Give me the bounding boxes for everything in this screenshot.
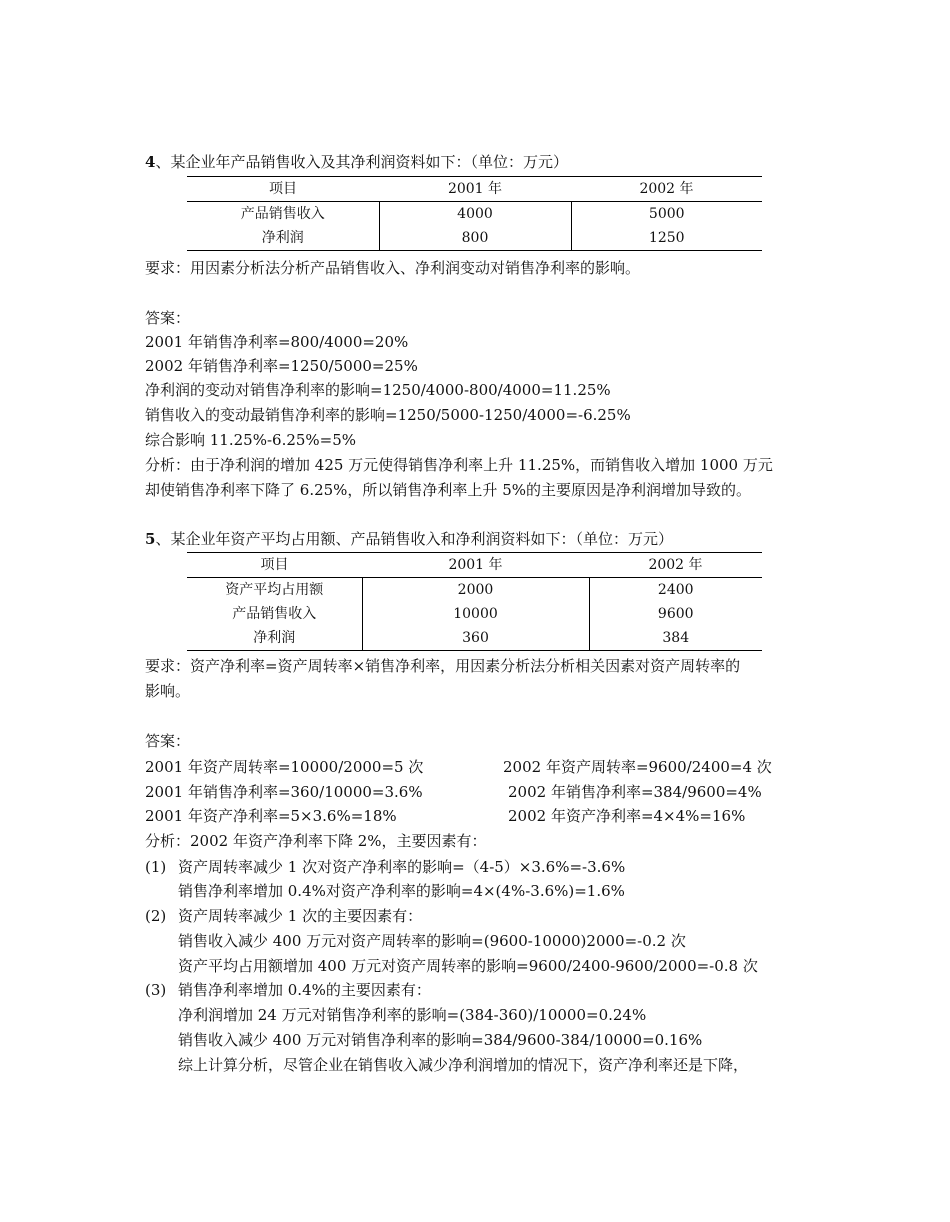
q4-answer-line: 净利润的变动对销售净利率的影响=1250/4000-800/4000=11.25% bbox=[145, 381, 611, 399]
table-cell: 2400 bbox=[657, 582, 694, 598]
table-header-cell: 2002 年 bbox=[589, 553, 762, 578]
q5-answer-label: 答案： bbox=[145, 732, 191, 750]
table-header-row bbox=[187, 177, 762, 202]
table-cell: 产品销售收入 bbox=[232, 606, 317, 622]
q4-table bbox=[187, 176, 762, 251]
table-header-cell: 项目 bbox=[187, 177, 379, 202]
table-cell: 800 bbox=[379, 226, 571, 251]
q4-answer-label: 答案： bbox=[145, 309, 191, 327]
table-row bbox=[187, 226, 762, 251]
q5-analysis-head: 分析：2002 年资产净利率下降 2%，主要因素有： bbox=[145, 832, 487, 850]
q5-item-line: 资产平均占用额增加 400 万元对资产周转率的影响=9600/2400-9600/2000=-0.8 次 bbox=[178, 957, 758, 975]
table-header-cell: 项目 bbox=[187, 553, 362, 578]
q4-answer-line: 销售收入的变动最销售净利率的影响=1250/5000-1250/4000=-6.25% bbox=[145, 406, 631, 424]
table-row bbox=[187, 202, 762, 227]
q5-item-line: 销售净利率增加 0.4%的主要因素有： bbox=[178, 981, 431, 999]
q4-answer-line: 综合影响 11.25%-6.25%=5% bbox=[145, 431, 357, 449]
table-cell: 净利润 bbox=[187, 626, 362, 651]
q5-item-marker: (2) bbox=[145, 907, 167, 925]
q4-answer-line: 分析：由于净利润的增加 425 万元使得销售净利率上升 11.25%，而销售收入增加 1000 万元 bbox=[145, 456, 773, 474]
q5-item-line: 销售净利率增加 0.4%对资产净利率的影响=4×(4%-3.6%)=1.6% bbox=[178, 882, 625, 900]
table-cell: 4000 bbox=[379, 202, 571, 227]
q5-calc-right: 2002 年资产净利率=4×4%=16% bbox=[508, 807, 746, 825]
q5-calc-right: 2002 年资产周转率=9600/2400=4 次 bbox=[503, 758, 772, 776]
q5-calc-left: 2001 年资产净利率=5×3.6%=18% bbox=[145, 807, 397, 825]
q4-title: 4、某企业年产品销售收入及其净利润资料如下：（单位：万元） bbox=[145, 153, 568, 171]
table-header-cell: 2001 年 bbox=[362, 553, 589, 578]
q5-item-line: 资产周转率减少 1 次对资产净利率的影响=（4-5）×3.6%=-3.6% bbox=[178, 858, 626, 876]
q5-item-line: 资产周转率减少 1 次的主要因素有： bbox=[178, 907, 423, 925]
q4-answer-line: 却使销售净利率下降了 6.25%，所以销售净利率上升 5%的主要原因是净利润增加导致的。 bbox=[145, 481, 751, 499]
table-cell: 10000 bbox=[362, 602, 589, 626]
q5-calc-left: 2001 年销售净利率=360/10000=3.6% bbox=[145, 783, 423, 801]
q4-requirement: 要求：用因素分析法分析产品销售收入、净利润变动对销售净利率的影响。 bbox=[145, 259, 641, 277]
q5-item-marker: (1) bbox=[145, 858, 167, 876]
table-cell: 384 bbox=[589, 626, 762, 651]
table-cell: 净利润 bbox=[187, 226, 379, 251]
table-row bbox=[187, 626, 762, 651]
q5-calc-left: 2001 年资产周转率=10000/2000=5 次 bbox=[145, 758, 424, 776]
q5-table bbox=[187, 552, 762, 651]
table-header-cell: 2001 年 bbox=[379, 177, 571, 202]
table-cell: 产品销售收入 bbox=[240, 206, 325, 222]
table-header-row bbox=[187, 553, 762, 578]
q5-requirement: 影响。 bbox=[145, 682, 191, 700]
q5-item-line: 销售收入减少 400 万元对销售净利率的影响=384/9600-384/10000=0.16% bbox=[178, 1031, 703, 1049]
q5-title: 5、某企业年资产平均占用额、产品销售收入和净利润资料如下：（单位：万元） bbox=[145, 530, 673, 548]
table-cell: 1250 bbox=[571, 226, 762, 251]
table-header-cell: 2002 年 bbox=[571, 177, 762, 202]
table-cell: 5000 bbox=[648, 206, 685, 222]
q5-requirement: 要求：资产净利率=资产周转率×销售净利率，用因素分析法分析相关因素对资产周转率的 bbox=[145, 657, 741, 675]
q4-answer-line: 2001 年销售净利率=800/4000=20% bbox=[145, 333, 409, 351]
table-row bbox=[187, 578, 762, 603]
table-cell: 资产平均占用额 bbox=[225, 582, 324, 598]
table-cell: 2000 bbox=[362, 578, 589, 603]
q5-calc-right: 2002 年销售净利率=384/9600=4% bbox=[508, 783, 762, 801]
q5-item-line: 综上计算分析，尽管企业在销售收入减少净利润增加的情况下，资产净利率还是下降， bbox=[178, 1056, 749, 1074]
q5-item-line: 销售收入减少 400 万元对资产周转率的影响=(9600-10000)2000=-0.2 次 bbox=[178, 932, 686, 950]
q4-answer-line: 2002 年销售净利率=1250/5000=25% bbox=[145, 357, 418, 375]
q5-item-line: 净利润增加 24 万元对销售净利率的影响=(384-360)/10000=0.24% bbox=[178, 1006, 647, 1024]
table-cell: 9600 bbox=[657, 606, 694, 622]
table-row bbox=[187, 602, 762, 626]
q5-item-marker: (3) bbox=[145, 981, 167, 999]
table-cell: 360 bbox=[362, 626, 589, 651]
